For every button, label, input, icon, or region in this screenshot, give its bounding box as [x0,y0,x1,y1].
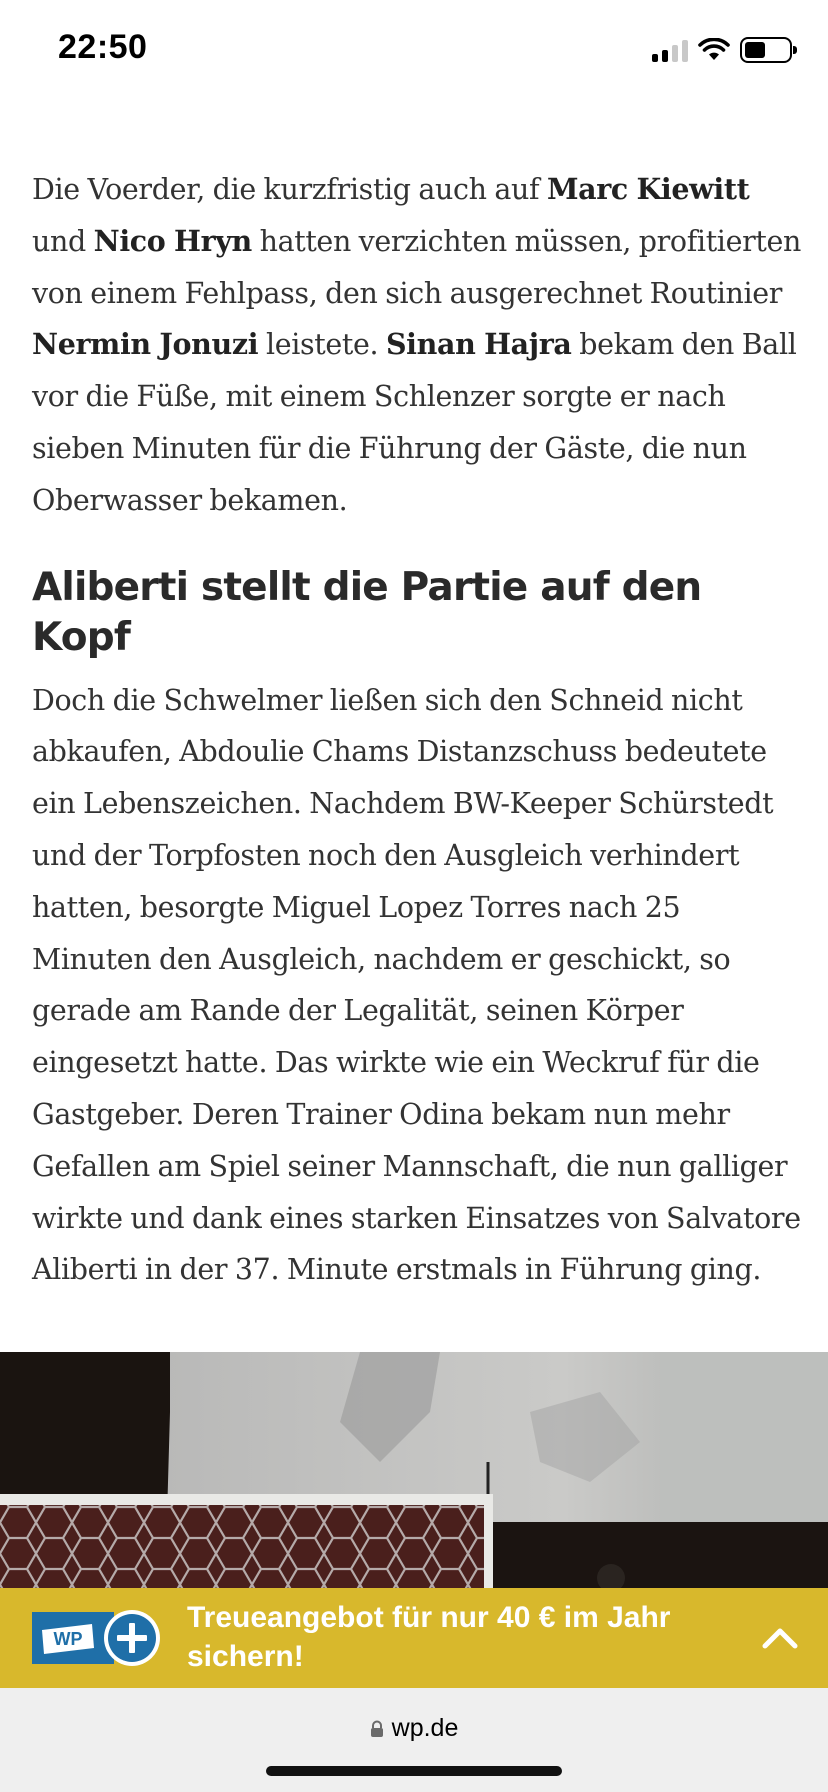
text-run: hatten verzichten müssen, profitierten von einem Fehlpass, den sich ausgerechnet Routinier [32,224,801,310]
article-photo[interactable] [0,1352,828,1588]
url-display[interactable] [0,1714,828,1743]
chevron-up-icon[interactable] [760,1618,800,1658]
text-run: und [32,224,94,258]
wp-plus-logo [32,1610,164,1666]
text-run: bekam den Ball vor die Füße, mit einem Schlenzer sorgte er nach sieben Minuten für die Führung der Gäste, die nun Oberwasser bekamen. [32,328,797,517]
player-name: Sinan Hajra [385,327,572,362]
status-bar [0,0,828,100]
player-name: Nermin Jonuzi [32,327,259,362]
battery-icon [740,37,792,63]
text-run: leistete. [258,328,386,362]
svg-text:WP: WP [53,1629,83,1649]
browser-address-bar[interactable] [0,1688,828,1792]
article-body [32,164,802,1296]
cellular-signal-icon [652,38,688,62]
status-icons [652,36,792,64]
url-text: wp.de [391,1714,459,1742]
lock-icon [370,1720,384,1738]
player-name: Nico Hryn [93,223,252,258]
photo-football-goal [0,1352,828,1588]
home-indicator[interactable] [266,1766,562,1776]
status-time: 22:50 [58,28,148,66]
article-paragraph [32,164,802,527]
wifi-icon [698,38,730,62]
promo-banner[interactable] [0,1588,828,1688]
promo-text[interactable]: Treueangebot für nur 40 € im Jahr sichern! [187,1601,671,1673]
text-run: Die Voerder, die kurzfristig auch auf [32,173,547,206]
article-paragraph: Doch die Schwelmer ließen sich den Schneid nicht abkaufen, Abdoulie Chams Distanzschuss bedeutete ein Lebenszeichen. Nachdem BW-Keeper Schürstedt und der Torpfosten noch den Ausgleich verhindert hatten, besorgte Miguel Lopez Torres nach 25 Minuten den Ausgleich, nachdem er geschickt, so gerade am Rande der Legalität, seinen Körper eingesetzt hatte. Das wirkte wie ein Weckruf für die Gastgeber. Deren Trainer Odina bekam nun mehr Gefallen am Spiel seiner Mannschaft, die nun galliger wirkte und dank eines starken Einsatzes von Salvatore Aliberti in der 37. Minute erstmals in Führung ging. [32,683,801,1287]
player-name: Marc Kiewitt [546,172,750,206]
article-subheading: Aliberti stellt die Partie auf den Kopf [32,564,702,660]
